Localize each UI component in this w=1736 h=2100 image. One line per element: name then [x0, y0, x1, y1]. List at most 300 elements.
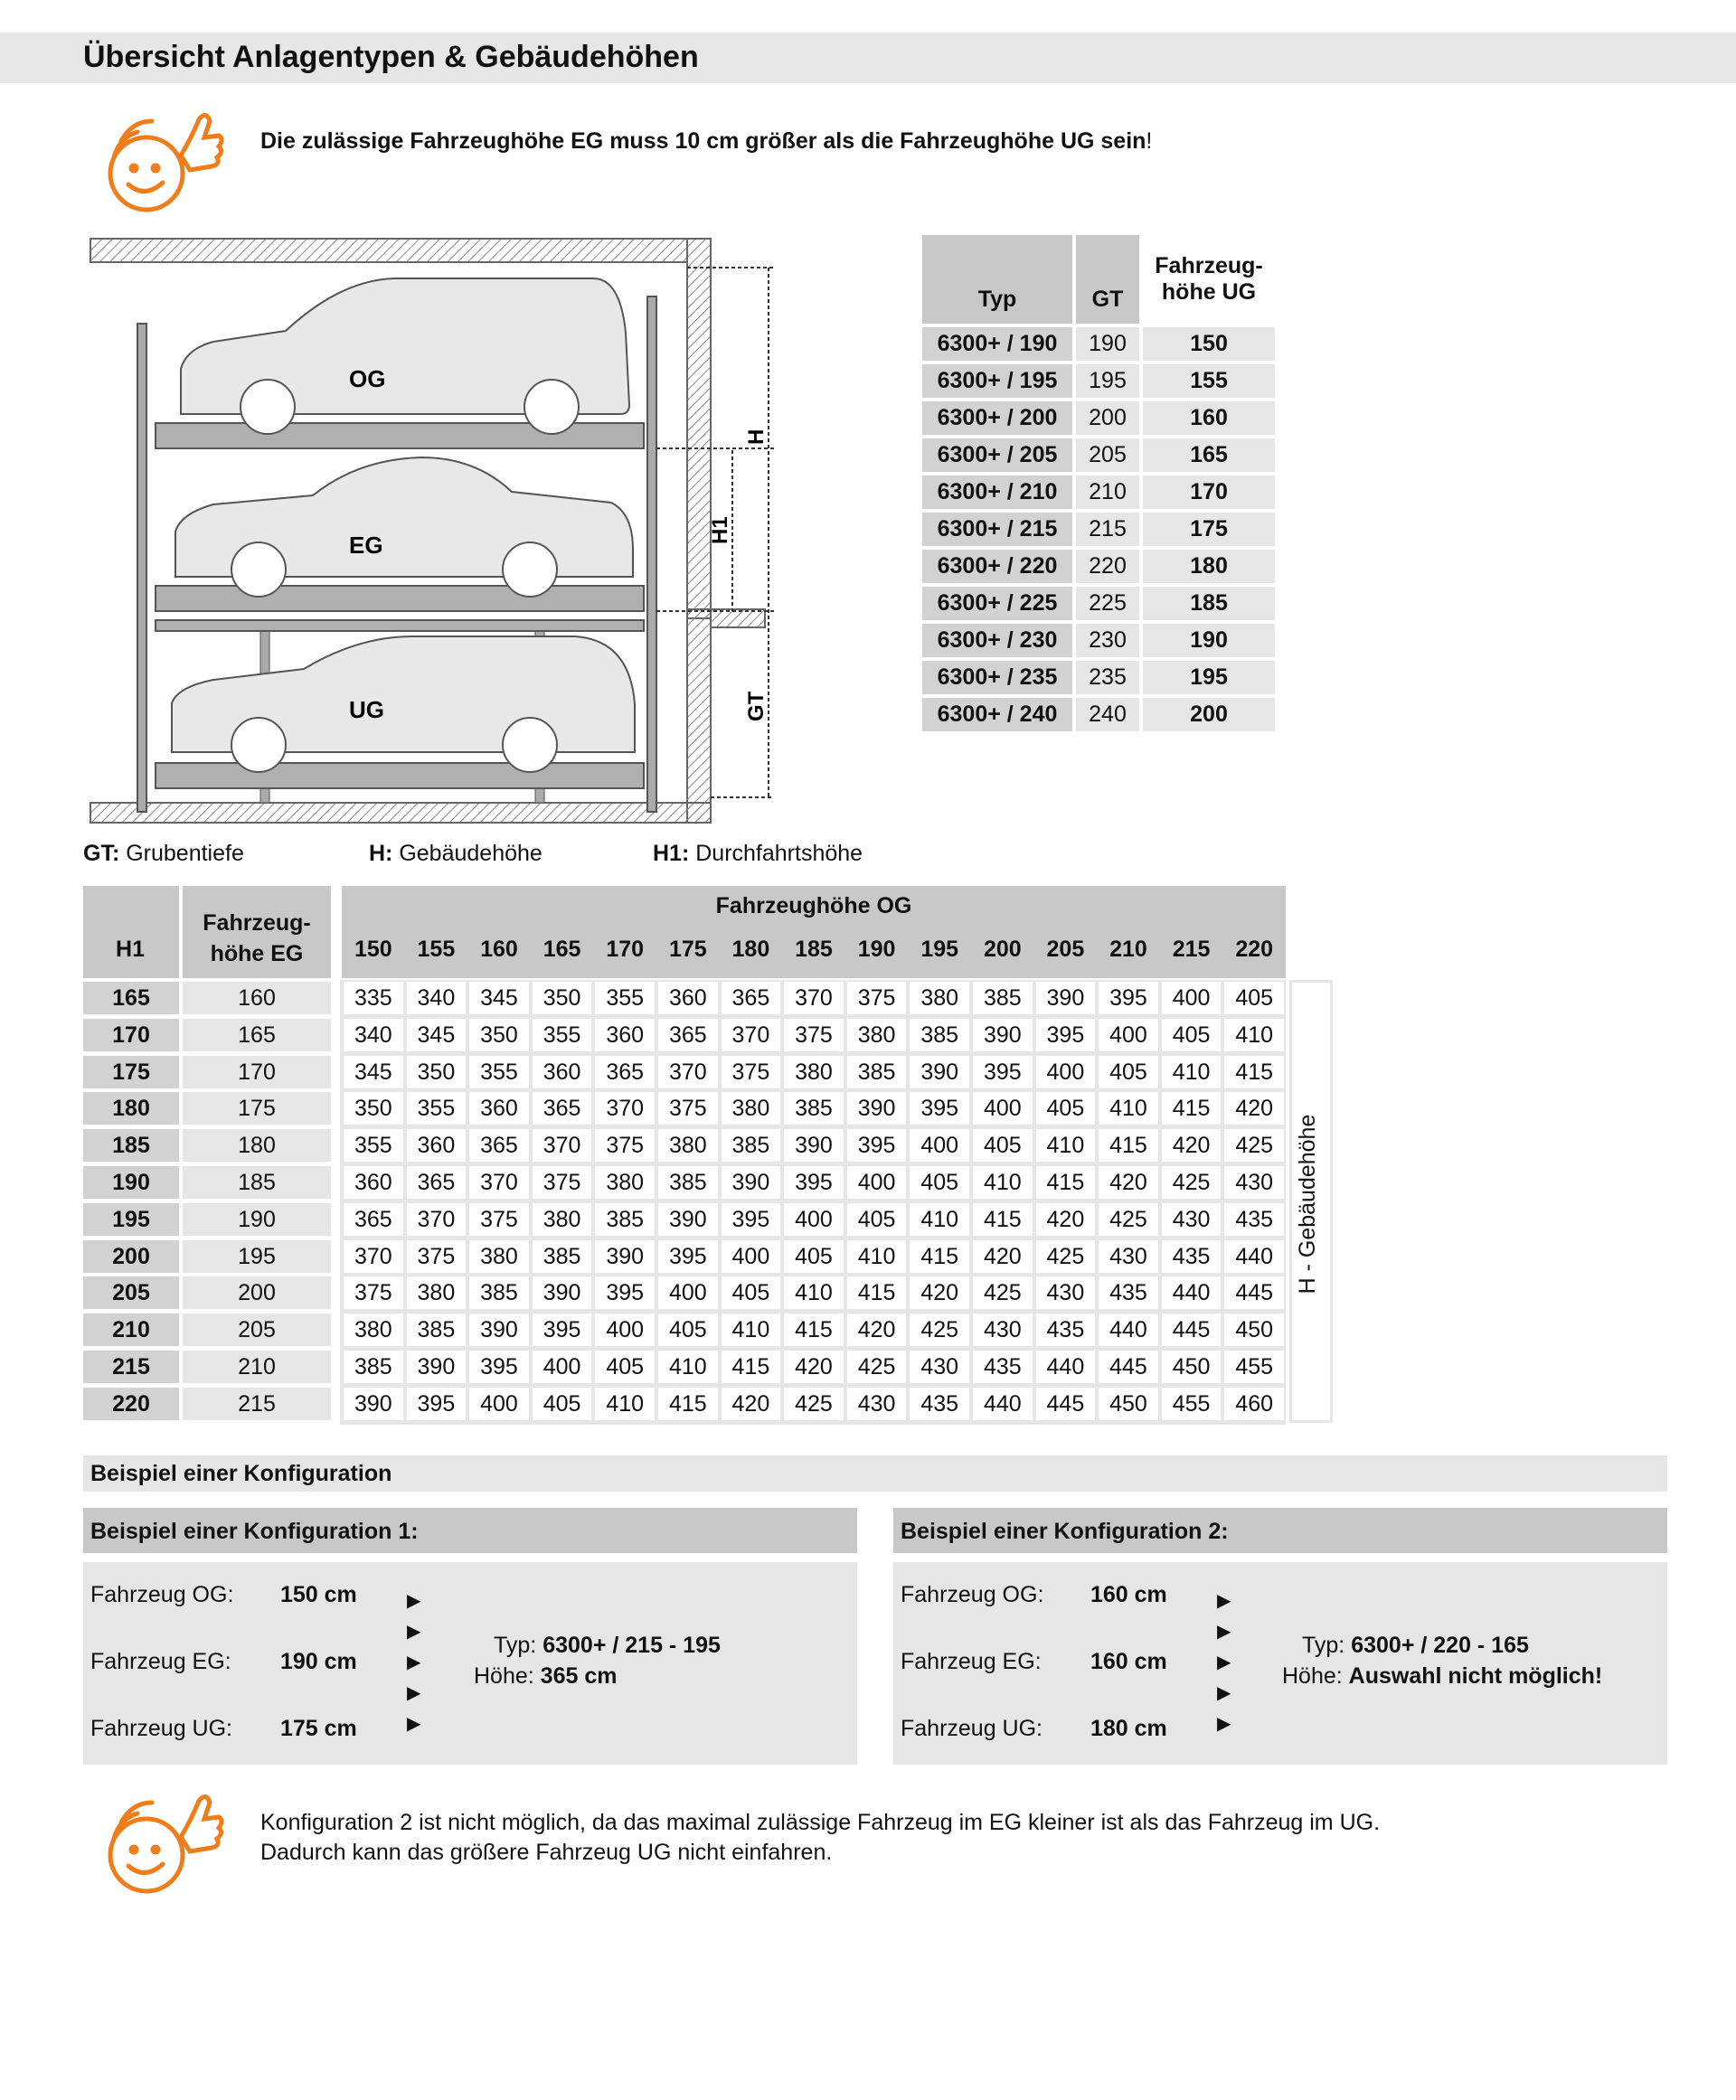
building-height-cell: 420: [722, 1388, 781, 1420]
building-height-cell: 345: [407, 1019, 467, 1051]
building-height-cell: 400: [533, 1351, 592, 1383]
building-height-cell: 435: [1162, 1240, 1222, 1273]
building-height-cell: 455: [1224, 1351, 1284, 1383]
building-height-cell: 395: [1036, 1019, 1096, 1051]
building-height-cell: 415: [1224, 1056, 1284, 1088]
building-height-cell: 410: [1224, 1019, 1284, 1051]
ug-height-cell: 175: [1143, 513, 1275, 546]
building-height-cell: 405: [722, 1276, 781, 1309]
ug-height-cell: 200: [1143, 698, 1275, 731]
building-height-cell: 365: [469, 1129, 529, 1162]
building-height-cell: 360: [344, 1166, 403, 1199]
building-height-cell: 415: [973, 1203, 1033, 1236]
type-table-row: [922, 476, 1275, 509]
type-cell: 6300+ / 230: [922, 624, 1072, 657]
h1-cell: 170: [83, 1019, 179, 1051]
eg-height-cell: 175: [183, 1092, 331, 1125]
building-height-cell: 430: [847, 1388, 907, 1420]
building-height-cell: 435: [1224, 1203, 1284, 1236]
side-label-gebaeudehoehe: H - Gebäudehöhe: [1295, 1114, 1320, 1295]
building-height-cell: 400: [722, 1240, 781, 1273]
building-height-cell: 360: [595, 1019, 655, 1051]
building-height-cell: 405: [847, 1203, 907, 1236]
building-height-cell: 380: [847, 1019, 907, 1051]
type-table-row: [922, 661, 1275, 694]
building-height-cell: 390: [784, 1129, 844, 1162]
building-height-cell: 395: [658, 1240, 718, 1273]
eg-height-cell: 205: [183, 1314, 331, 1346]
config2-eg-label: Fahrzeug EG:: [901, 1649, 1042, 1674]
building-height-cell: 405: [658, 1314, 718, 1346]
building-height-cell: 460: [1224, 1388, 1284, 1420]
building-height-cell: 380: [910, 982, 969, 1014]
building-height-cell: 440: [1162, 1276, 1222, 1309]
arrow-icon: ▶: [1217, 1591, 1231, 1611]
building-height-cell: 440: [973, 1388, 1033, 1420]
building-height-cell: 385: [344, 1351, 403, 1383]
og-height-header: 220: [1235, 937, 1274, 962]
building-height-cell: 425: [1162, 1166, 1222, 1199]
building-height-cell: 405: [910, 1166, 969, 1199]
arrow-icon: ▶: [407, 1622, 421, 1642]
h1-cell: 215: [83, 1351, 179, 1383]
building-height-cell: 375: [784, 1019, 844, 1051]
og-height-header: 215: [1172, 937, 1211, 962]
arrow-icon: ▶: [407, 1683, 421, 1703]
building-height-cell: 375: [847, 982, 907, 1014]
building-height-cell: 430: [1036, 1276, 1096, 1309]
gt-cell: 205: [1076, 438, 1139, 472]
building-height-cell: 415: [1036, 1166, 1096, 1199]
building-height-cell: 375: [533, 1166, 592, 1199]
type-table-row: [922, 364, 1275, 398]
building-height-cell: 415: [847, 1276, 907, 1309]
level-label-eg: EG: [349, 532, 383, 559]
type-table-header-row: [922, 235, 1275, 324]
arrow-icon: ▶: [1217, 1714, 1231, 1734]
building-height-cell: 450: [1224, 1314, 1284, 1346]
building-height-cell: 445: [1099, 1351, 1158, 1383]
building-height-cell: 365: [722, 982, 781, 1014]
building-height-cell: 435: [910, 1388, 969, 1420]
og-height-header: 195: [920, 937, 959, 962]
building-height-cell: 380: [469, 1240, 529, 1273]
type-table-row: [922, 624, 1275, 657]
level-label-og: OG: [349, 365, 386, 392]
building-height-cell: 410: [1162, 1056, 1222, 1088]
building-height-cell: 420: [1036, 1203, 1096, 1236]
building-height-cell: 355: [469, 1056, 529, 1088]
building-height-cell: 420: [1162, 1129, 1222, 1162]
h1-header: H1: [116, 937, 145, 962]
building-height-cell: 405: [1036, 1092, 1096, 1125]
arrow-icon: ▶: [407, 1591, 421, 1611]
type-table-row: [922, 438, 1275, 472]
building-height-cell: 405: [533, 1388, 592, 1420]
eg-height-cell: 210: [183, 1351, 331, 1383]
ug-height-cell: 150: [1143, 327, 1275, 361]
building-height-cell: 430: [1099, 1240, 1158, 1273]
building-height-cell: 405: [1099, 1056, 1158, 1088]
building-height-cell: 385: [784, 1092, 844, 1125]
config2-ug-label: Fahrzeug UG:: [901, 1716, 1043, 1741]
og-height-header: 170: [606, 937, 645, 962]
building-height-cell: 400: [784, 1203, 844, 1236]
building-height-cell: 400: [910, 1129, 969, 1162]
building-height-cell: 390: [533, 1276, 592, 1309]
config1-og-label: Fahrzeug OG:: [90, 1582, 234, 1607]
building-height-cell: 370: [658, 1056, 718, 1088]
note-config2-explanation: Konfiguration 2 ist nicht möglich, da das maximal zulässige Fahrzeug im EG kleiner ist als das Fahrzeug im UG. Dadurch kann das größere Fahrzeug UG nicht einfahren.: [260, 1810, 1381, 1865]
building-height-cell: 390: [469, 1314, 529, 1346]
h1-header-cell: [83, 886, 179, 978]
building-height-cell: 430: [1162, 1203, 1222, 1236]
building-height-cell: 370: [784, 982, 844, 1014]
eg-height-cell: 165: [183, 1019, 331, 1051]
building-height-cell: 375: [469, 1203, 529, 1236]
gt-cell: 200: [1076, 401, 1139, 435]
legend-gt: GT: Grubentiefe: [83, 841, 244, 866]
type-cell: 6300+ / 200: [922, 401, 1072, 435]
config1-og-value: 150 cm: [280, 1582, 357, 1607]
building-height-cell: 430: [910, 1351, 969, 1383]
building-height-cell: 390: [847, 1092, 907, 1125]
building-height-cell: 435: [973, 1351, 1033, 1383]
dimension-h: H: [744, 428, 769, 445]
building-height-cell: 390: [344, 1388, 403, 1420]
building-height-cell: 365: [595, 1056, 655, 1088]
type-cell: 6300+ / 215: [922, 513, 1072, 546]
building-height-cell: 400: [973, 1092, 1033, 1125]
building-height-cell: 400: [658, 1276, 718, 1309]
type-table-row: [922, 550, 1275, 583]
og-height-header: 205: [1046, 937, 1085, 962]
ug-height-cell: 185: [1143, 587, 1275, 620]
building-height-cell: 440: [1099, 1314, 1158, 1346]
building-height-cell: 390: [658, 1203, 718, 1236]
ug-height-cell: 165: [1143, 438, 1275, 472]
type-cell: 6300+ / 195: [922, 364, 1072, 398]
building-height-cell: 420: [1099, 1166, 1158, 1199]
type-table-header-typ: Typ: [922, 235, 1072, 324]
building-height-cell: 390: [1036, 982, 1096, 1014]
building-height-cell: 400: [1099, 1019, 1158, 1051]
building-height-cell: 380: [595, 1166, 655, 1199]
legend-h1: H1: Durchfahrtshöhe: [653, 841, 863, 866]
page-title: Übersicht Anlagentypen & Gebäudehöhen: [83, 40, 699, 74]
building-height-cell: 375: [722, 1056, 781, 1088]
building-height-cell: 395: [722, 1203, 781, 1236]
type-cell: 6300+ / 210: [922, 476, 1072, 509]
type-table-row: [922, 698, 1275, 731]
config1-eg-value: 190 cm: [280, 1649, 357, 1674]
h1-cell: 210: [83, 1314, 179, 1346]
building-height-cell: 360: [533, 1056, 592, 1088]
building-height-cell: 435: [1099, 1276, 1158, 1309]
example-section-title: Beispiel einer Konfiguration: [90, 1461, 392, 1486]
type-table-row: [922, 327, 1275, 361]
type-table-row: [922, 587, 1275, 620]
ug-height-cell: 155: [1143, 364, 1275, 398]
building-height-cell: 450: [1099, 1388, 1158, 1420]
building-height-cell: 385: [722, 1129, 781, 1162]
config2-hoehe: Höhe: Auswahl nicht möglich!: [1282, 1663, 1603, 1689]
building-height-cell: 425: [784, 1388, 844, 1420]
building-height-cell: 390: [722, 1166, 781, 1199]
eg-height-cell: 200: [183, 1276, 331, 1309]
ug-height-cell: 160: [1143, 401, 1275, 435]
arrow-icon: ▶: [407, 1714, 421, 1734]
building-height-cell: 415: [910, 1240, 969, 1273]
building-height-cell: 355: [344, 1129, 403, 1162]
building-height-cell: 385: [847, 1056, 907, 1088]
building-height-cell: 410: [784, 1276, 844, 1309]
building-height-cell: 390: [973, 1019, 1033, 1051]
building-height-cell: 405: [1224, 982, 1284, 1014]
building-height-cell: 380: [784, 1056, 844, 1088]
building-height-cell: 410: [1036, 1129, 1096, 1162]
building-height-cell: 425: [910, 1314, 969, 1346]
building-height-cell: 450: [1162, 1351, 1222, 1383]
config2-ug-value: 180 cm: [1090, 1716, 1167, 1741]
building-height-cell: 385: [469, 1276, 529, 1309]
building-height-cell: 375: [595, 1129, 655, 1162]
building-height-cell: 385: [595, 1203, 655, 1236]
building-height-cell: 405: [595, 1351, 655, 1383]
note-vehicle-height-rule: Die zulässige Fahrzeughöhe EG muss 10 cm größer als die Fahrzeughöhe UG sein!: [260, 128, 1153, 154]
smiley-thumbs-up-icon: [101, 1783, 228, 1900]
eg-header: Fahrzeug- höhe EG: [203, 910, 311, 966]
building-height-cell: 350: [469, 1019, 529, 1051]
building-height-cell: 410: [847, 1240, 907, 1273]
type-table-header-gt: GT: [1076, 235, 1139, 324]
building-height-cell: 410: [973, 1166, 1033, 1199]
building-height-cell: 355: [407, 1092, 467, 1125]
building-height-cell: 430: [973, 1314, 1033, 1346]
building-height-cell: 410: [1099, 1092, 1158, 1125]
building-height-cell: 400: [469, 1388, 529, 1420]
building-height-cell: 390: [910, 1056, 969, 1088]
h1-cell: 165: [83, 982, 179, 1014]
og-height-header: 180: [731, 937, 770, 962]
building-height-cell: 380: [533, 1203, 592, 1236]
gt-cell: 230: [1076, 624, 1139, 657]
building-height-cell: 420: [973, 1240, 1033, 1273]
ug-height-cell: 190: [1143, 624, 1275, 657]
building-height-cell: 435: [1036, 1314, 1096, 1346]
type-cell: 6300+ / 235: [922, 661, 1072, 694]
building-height-cell: 395: [469, 1351, 529, 1383]
gt-cell: 195: [1076, 364, 1139, 398]
building-height-cell: 425: [1224, 1129, 1284, 1162]
building-height-cell: 355: [533, 1019, 592, 1051]
og-height-header: 190: [857, 937, 896, 962]
building-height-cell: 415: [1099, 1129, 1158, 1162]
building-height-cell: 400: [847, 1166, 907, 1199]
arrow-icon: ▶: [1217, 1622, 1231, 1642]
building-height-cell: 390: [595, 1240, 655, 1273]
gt-cell: 220: [1076, 550, 1139, 583]
building-height-cell: 350: [533, 982, 592, 1014]
building-height-cell: 385: [910, 1019, 969, 1051]
building-height-cell: 345: [469, 982, 529, 1014]
eg-height-cell: 215: [183, 1388, 331, 1420]
building-height-cell: 420: [847, 1314, 907, 1346]
building-height-cell: 375: [407, 1240, 467, 1273]
config1-title: Beispiel einer Konfiguration 1:: [90, 1519, 419, 1544]
building-height-cell: 365: [533, 1092, 592, 1125]
building-height-cell: 395: [1099, 982, 1158, 1014]
smiley-thumbs-up-icon: [101, 101, 228, 219]
building-height-cell: 410: [658, 1351, 718, 1383]
building-height-cell: 370: [344, 1240, 403, 1273]
eg-height-cell: 185: [183, 1166, 331, 1199]
building-height-cell: 405: [784, 1240, 844, 1273]
building-height-cell: 380: [344, 1314, 403, 1346]
type-table-row: [922, 401, 1275, 435]
h1-cell: 180: [83, 1092, 179, 1125]
building-height-cell: 365: [344, 1203, 403, 1236]
building-height-cell: 365: [658, 1019, 718, 1051]
building-height-cell: 405: [973, 1129, 1033, 1162]
h1-cell: 220: [83, 1388, 179, 1420]
building-height-cell: 405: [1162, 1019, 1222, 1051]
building-height-cell: 390: [407, 1351, 467, 1383]
building-height-cell: 425: [973, 1276, 1033, 1309]
building-height-cell: 395: [910, 1092, 969, 1125]
og-height-header: 150: [354, 937, 392, 962]
gt-cell: 240: [1076, 698, 1139, 731]
h1-cell: 190: [83, 1166, 179, 1199]
ug-height-cell: 180: [1143, 550, 1275, 583]
config2-title: Beispiel einer Konfiguration 2:: [901, 1519, 1229, 1544]
building-height-cell: 350: [407, 1056, 467, 1088]
eg-height-cell: 160: [183, 982, 331, 1014]
building-height-cell: 360: [658, 982, 718, 1014]
config1-ug-label: Fahrzeug UG:: [90, 1716, 233, 1741]
og-height-header: 165: [542, 937, 581, 962]
building-height-cell: 370: [595, 1092, 655, 1125]
level-label-ug: UG: [349, 696, 384, 723]
building-height-cell: 385: [407, 1314, 467, 1346]
building-height-cell: 400: [1162, 982, 1222, 1014]
type-table-header-ug: Fahrzeug- höhe UG: [1143, 235, 1275, 324]
building-height-cell: 380: [722, 1092, 781, 1125]
building-height-cell: 380: [658, 1129, 718, 1162]
building-height-cell: 370: [407, 1203, 467, 1236]
building-height-cell: 415: [722, 1351, 781, 1383]
building-height-cell: 385: [973, 982, 1033, 1014]
ug-height-cell: 195: [1143, 661, 1275, 694]
parking-system-diagram: [87, 233, 792, 830]
og-height-header: 200: [983, 937, 1022, 962]
og-header: Fahrzeughöhe OG: [715, 893, 912, 918]
building-height-cell: 425: [1099, 1203, 1158, 1236]
building-height-cell: 400: [1036, 1056, 1096, 1088]
type-cell: 6300+ / 205: [922, 438, 1072, 472]
building-height-cell: 400: [595, 1314, 655, 1346]
building-height-cell: 420: [784, 1351, 844, 1383]
eg-height-cell: 170: [183, 1056, 331, 1088]
h1-cell: 185: [83, 1129, 179, 1162]
building-height-cell: 410: [722, 1314, 781, 1346]
building-height-cell: 410: [595, 1388, 655, 1420]
building-height-cell: 395: [784, 1166, 844, 1199]
eg-height-cell: 195: [183, 1240, 331, 1273]
eg-height-cell: 190: [183, 1203, 331, 1236]
building-height-cell: 375: [658, 1092, 718, 1125]
og-height-header: 155: [417, 937, 456, 962]
gt-cell: 235: [1076, 661, 1139, 694]
building-height-cell: 370: [533, 1129, 592, 1162]
building-height-cell: 455: [1162, 1388, 1222, 1420]
building-height-cell: 430: [1224, 1166, 1284, 1199]
building-height-cell: 350: [344, 1092, 403, 1125]
og-height-header: 160: [480, 937, 518, 962]
eg-height-cell: 180: [183, 1129, 331, 1162]
building-height-cell: 340: [407, 982, 467, 1014]
type-cell: 6300+ / 225: [922, 587, 1072, 620]
building-height-cell: 370: [722, 1019, 781, 1051]
arrow-icon: ▶: [1217, 1653, 1231, 1672]
h1-cell: 175: [83, 1056, 179, 1088]
type-table-row: [922, 513, 1275, 546]
og-height-header: 175: [668, 937, 707, 962]
building-height-cell: 425: [847, 1351, 907, 1383]
gt-cell: 215: [1076, 513, 1139, 546]
config1-typ: Typ: 6300+ / 215 - 195: [494, 1633, 721, 1658]
arrow-icon: ▶: [407, 1653, 421, 1672]
building-height-cell: 395: [595, 1276, 655, 1309]
h1-cell: 205: [83, 1276, 179, 1309]
type-cell: 6300+ / 190: [922, 327, 1072, 361]
building-height-cell: 420: [1224, 1092, 1284, 1125]
og-height-header: 210: [1109, 937, 1147, 962]
type-cell: 6300+ / 220: [922, 550, 1072, 583]
building-height-cell: 365: [407, 1166, 467, 1199]
building-height-cell: 345: [344, 1056, 403, 1088]
gt-cell: 210: [1076, 476, 1139, 509]
dimension-gt: GT: [744, 691, 769, 721]
config2-og-label: Fahrzeug OG:: [901, 1582, 1044, 1607]
building-height-cell: 440: [1224, 1240, 1284, 1273]
building-height-cell: 385: [658, 1166, 718, 1199]
building-height-cell: 370: [469, 1166, 529, 1199]
building-height-cell: 335: [344, 982, 403, 1014]
config2-eg-value: 160 cm: [1090, 1649, 1167, 1674]
type-table: [919, 231, 1278, 735]
building-height-cell: 410: [910, 1203, 969, 1236]
building-height-cell: 375: [344, 1276, 403, 1309]
building-height-cell: 415: [784, 1314, 844, 1346]
building-height-cell: 445: [1224, 1276, 1284, 1309]
building-height-cell: 395: [847, 1129, 907, 1162]
building-height-cell: 415: [658, 1388, 718, 1420]
building-height-cell: 440: [1036, 1351, 1096, 1383]
h1-cell: 200: [83, 1240, 179, 1273]
config1-ug-value: 175 cm: [280, 1716, 357, 1741]
gt-cell: 225: [1076, 587, 1139, 620]
building-height-cell: 360: [407, 1129, 467, 1162]
config1-hoehe: Höhe: 365 cm: [474, 1663, 618, 1689]
arrow-icon: ▶: [1217, 1683, 1231, 1703]
building-height-cell: 445: [1036, 1388, 1096, 1420]
config2-og-value: 160 cm: [1090, 1582, 1167, 1607]
og-height-header: 185: [795, 937, 833, 962]
building-height-cell: 395: [533, 1314, 592, 1346]
dimension-h1: H1: [708, 516, 732, 544]
og-values-row: [342, 937, 1286, 973]
